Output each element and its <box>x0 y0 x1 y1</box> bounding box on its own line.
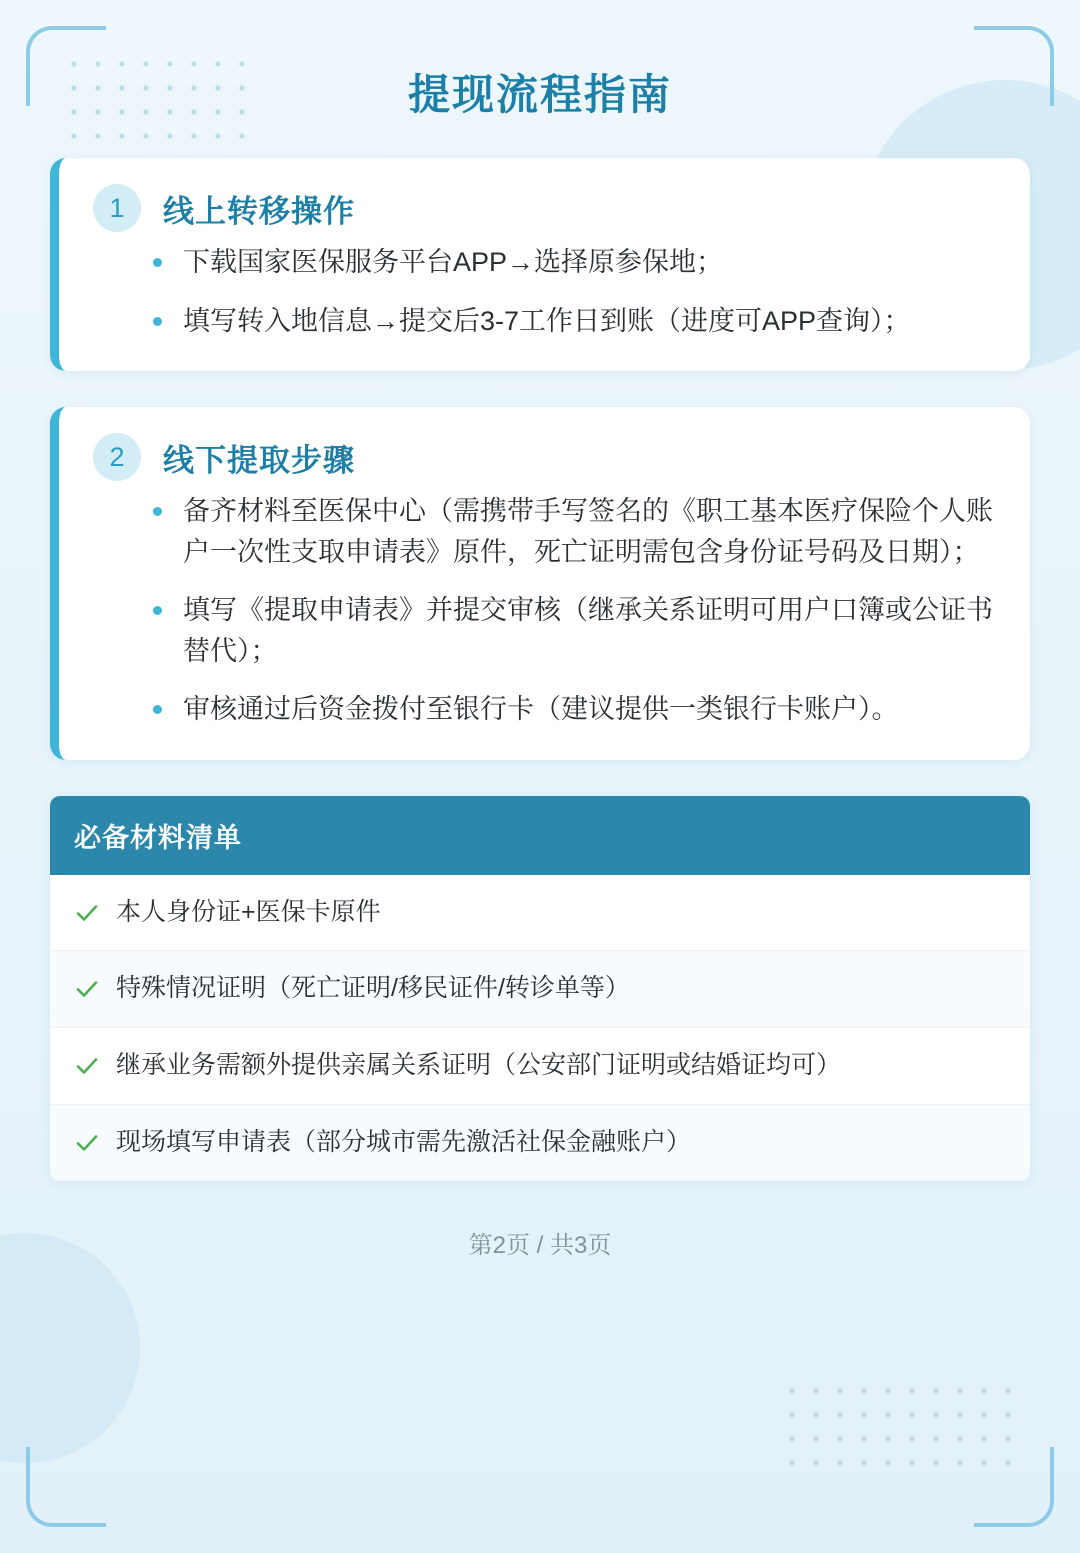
list-item <box>50 951 1030 1028</box>
step-bullet-list-1 <box>93 242 996 341</box>
page-footer-pagination: 第2页 / 共3页 <box>468 1231 612 1259</box>
list-item: 填写《提取申请表》并提交审核（继承关系证明可用户口簿或公证书替代）； <box>149 590 996 671</box>
step-header-2 <box>93 433 996 481</box>
step-card-1 <box>50 158 1030 371</box>
material-text: 现场填写申请表（部分城市需先激活社保金融账户） <box>116 1127 692 1156</box>
material-text: 特殊情况证明（死亡证明/移民证件/转诊单等） <box>116 974 630 1003</box>
check-icon <box>74 1053 100 1079</box>
corner-bracket-bottom-right <box>974 1447 1054 1527</box>
step-number-badge-2: 2 <box>93 433 141 481</box>
list-item <box>50 1028 1030 1105</box>
materials-title: 必备材料清单 <box>50 796 1030 875</box>
check-icon <box>74 900 100 926</box>
list-item <box>50 1105 1030 1181</box>
page-title: 提现流程指南 <box>407 71 672 118</box>
step-card-2 <box>50 407 1030 760</box>
check-icon <box>74 1130 100 1156</box>
check-icon <box>74 976 100 1002</box>
corner-bracket-bottom-left <box>26 1447 106 1527</box>
list-item: 审核通过后资金拨付至银行卡（建议提供一类银行卡账户）。 <box>149 689 996 730</box>
step-header-1 <box>93 184 996 232</box>
decorative-circle-bottom-left <box>0 1233 140 1463</box>
list-item <box>50 875 1030 952</box>
step-number-badge-1: 1 <box>93 184 141 232</box>
list-item: 填写转入地信息→提交后3-7工作日到账（进度可APP查询）； <box>149 301 996 342</box>
list-item: 下载国家医保服务平台APP→选择原参保地； <box>149 242 996 283</box>
material-text: 继承业务需额外提供亲属关系证明（公安部门证明或结婚证均可） <box>116 1051 842 1079</box>
material-text: 本人身份证+医保卡原件 <box>116 897 381 926</box>
step-title-2: 线下提取步骤 <box>163 442 355 478</box>
step-title-1: 线上转移操作 <box>163 193 355 229</box>
list-item: 备齐材料至医保中心（需携带手写签名的《职工基本医疗保险个人账户一次性支取申请表》原件，死亡证明需包含身份证号码及日期）； <box>149 491 996 572</box>
step-bullet-list-2 <box>93 491 996 730</box>
materials-checklist <box>50 796 1030 1181</box>
